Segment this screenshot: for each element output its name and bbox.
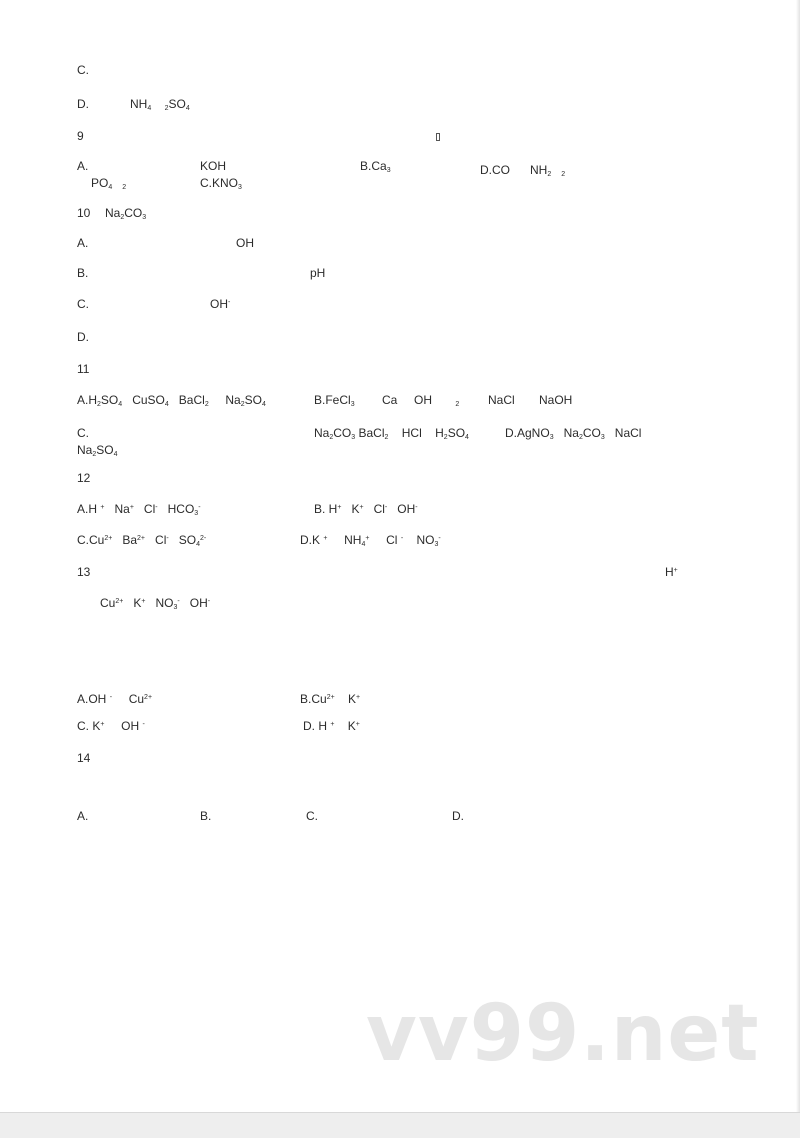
question-number-12: 12 xyxy=(77,471,91,485)
option-a: A.H + Na+ Cl- $HCO_3^-$ xyxy=(77,502,201,517)
formula-phosphate: $PO_4$ $_2$ xyxy=(91,176,127,191)
question-number-11: 11 xyxy=(77,362,90,376)
option-d: D.K + $NH_4^+$ Cl - $NO_3^-$ xyxy=(300,533,441,548)
option-c: C. K+ OH - xyxy=(77,719,145,733)
option-d: D. xyxy=(77,97,89,111)
option-c: C. xyxy=(77,297,89,311)
text-ph: pH xyxy=(310,266,326,280)
option-a: $A.H_2SO_4$ CuSO$_4$ BaCl$_2$ $Na_2SO_4$ xyxy=(77,393,266,408)
page-edge xyxy=(796,0,800,1112)
option-d: D. xyxy=(452,809,464,823)
option-d: D. xyxy=(77,330,89,344)
option-b: B. xyxy=(77,266,89,280)
missing-glyph-icon xyxy=(436,133,440,141)
option-c: $C.Cu^{2+}$ $Ba^{2+}$ Cl- $SO_4^{2-}$ xyxy=(77,533,207,548)
formula-nacl: NaCl xyxy=(488,393,515,407)
option-c: C. xyxy=(77,63,89,77)
formula-hydroxide: OH xyxy=(236,236,254,250)
formula-naoh: NaOH xyxy=(539,393,573,407)
option-a: A.OH - $Cu^{2+}$ xyxy=(77,692,153,706)
formula-hydrogen-ion: H+ xyxy=(665,565,678,579)
question-number-14: 14 xyxy=(77,751,91,765)
option-b: B. xyxy=(200,809,212,823)
formula-sodium-sulfate: $Na_2SO_4$ xyxy=(77,443,118,458)
question-number-9: 9 xyxy=(77,129,84,143)
option-a: A. xyxy=(77,809,89,823)
option-c: $C.KNO_3$ xyxy=(200,176,242,191)
formula-calcium-hydroxide: Ca OH $_2$ xyxy=(382,393,460,408)
option-c: C. xyxy=(306,809,318,823)
option-d: D. H + K+ xyxy=(303,719,360,733)
formula-koh: KOH xyxy=(200,159,227,173)
option-c: C. xyxy=(77,426,89,440)
formula-hydroxide-ion: OH- xyxy=(210,297,231,311)
question-number-10: 10 xyxy=(77,206,91,220)
viewer-bottom-bar xyxy=(0,1112,800,1138)
option-a: A. xyxy=(77,159,89,173)
option-d: D.CO xyxy=(480,163,510,177)
ion-list: $Cu^{2+}$ K+ $NO_3^-$ OH- xyxy=(100,596,211,611)
formula-ammonium-sulfate: $NH_4$ $_2SO_4$ xyxy=(130,97,190,112)
option-b: B.FeCl$_3$ xyxy=(314,393,355,408)
watermark: vv99.net xyxy=(366,989,760,1079)
option-a: A. xyxy=(77,236,89,250)
option-b: $B.Ca_3$ xyxy=(360,159,391,174)
formula-sodium-carbonate: $Na_2CO_3$ xyxy=(105,206,147,221)
option-d: D.AgNO$_3$ $Na_2CO_3$ NaCl xyxy=(505,426,642,441)
option-b: B. H+ K+ Cl- OH- xyxy=(314,502,418,516)
formula-urea: $NH_2$ $_2$ xyxy=(530,163,566,178)
formula-list-c: $Na_2CO_3$ BaCl$_2$ HCl $H_2SO_4$ xyxy=(314,426,469,441)
question-number-13: 13 xyxy=(77,565,91,579)
option-b: $B.Cu^{2+}$ K+ xyxy=(300,692,361,706)
